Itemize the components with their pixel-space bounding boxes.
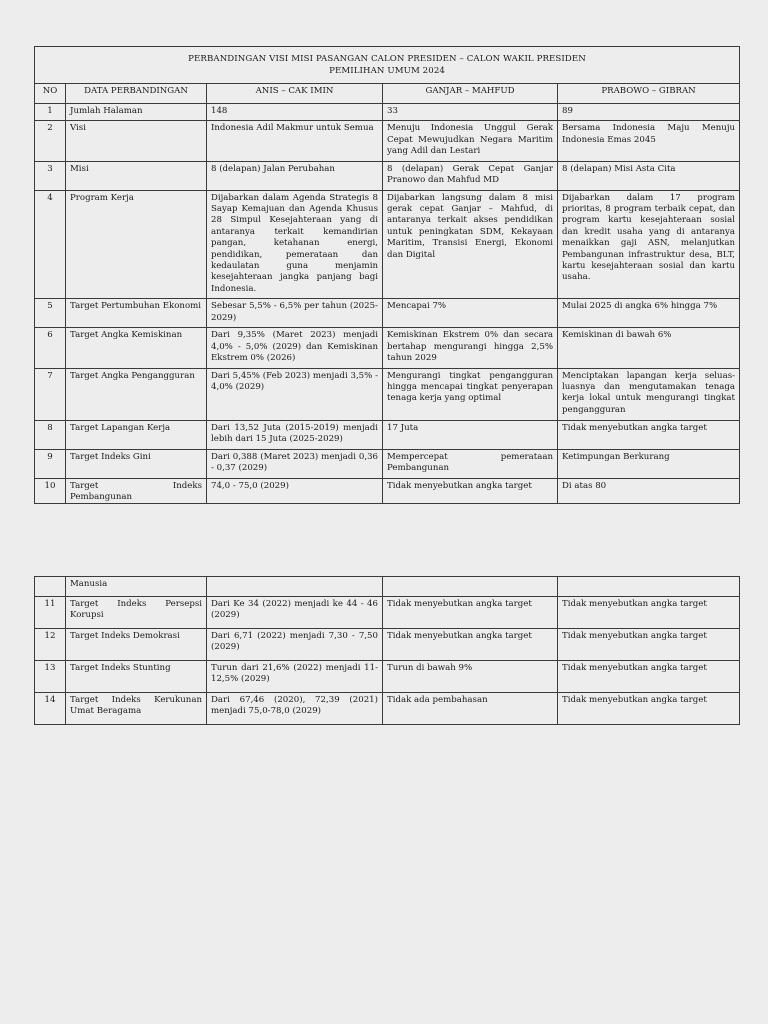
row-label: Target Pertumbuhan Ekonomi (66, 299, 207, 328)
cell-prabowo: Dijabarkan dalam 17 program prioritas, 8 program terbaik cepat, dan program kartu kesejahteraan sosial dan kredit usaha yang di antaranya menaikkan gaji ASN, melanjutkan Pembangunan infrastruktur desa, BLT, kartu kesejahteraan sosial dan kartu usaha. (558, 190, 740, 299)
cell-prabowo: Tidak menyebutkan angka target (558, 661, 740, 693)
row-number: 9 (35, 449, 66, 478)
cell-ganjar: Tidak menyebutkan angka target (383, 629, 558, 661)
row-number: 6 (35, 328, 66, 368)
header-prabowo: PRABOWO – GIBRAN (558, 84, 740, 104)
table-row (35, 478, 740, 504)
header-anis: ANIS – CAK IMIN (207, 84, 383, 104)
table-row (35, 299, 740, 328)
cell-anis: 148 (207, 104, 383, 121)
row-number: 2 (35, 121, 66, 161)
row-number: 13 (35, 661, 66, 693)
row-label: Target Indeks Persepsi Korupsi (66, 597, 207, 629)
row-number: 4 (35, 190, 66, 299)
cell-prabowo (558, 577, 740, 597)
cell-anis: Dari 9,35% (Maret 2023) menjadi 4,0% - 5,0% (2029) dan Kemiskinan Ekstrem 0% (2026) (207, 328, 383, 368)
row-label: Target Indeks Kerukunan Umat Beragama (66, 693, 207, 725)
cell-anis: Dari 0,388 (Maret 2023) menjadi 0,36 - 0,37 (2029) (207, 449, 383, 478)
table-row (35, 420, 740, 449)
table-row (35, 104, 740, 121)
row-number (35, 577, 66, 597)
cell-anis: Sebesar 5,5% - 6,5% per tahun (2025-2029) (207, 299, 383, 328)
table-row (35, 161, 740, 190)
cell-ganjar: 33 (383, 104, 558, 121)
cell-ganjar: Mempercepat pemerataan Pembangunan (383, 449, 558, 478)
table-row (35, 121, 740, 161)
table-row (35, 629, 740, 661)
row-label-continued: Manusia (66, 577, 207, 597)
row-label: Jumlah Halaman (66, 104, 207, 121)
header-no: NO (35, 84, 66, 104)
cell-ganjar: Turun di bawah 9% (383, 661, 558, 693)
cell-prabowo: 89 (558, 104, 740, 121)
table-row (35, 328, 740, 368)
cell-anis: Dari 5,45% (Feb 2023) menjadi 3,5% - 4,0% (2029) (207, 368, 383, 420)
cell-anis: Indonesia Adil Makmur untuk Semua (207, 121, 383, 161)
comparison-table-continued (34, 576, 740, 725)
cell-ganjar: Dijabarkan langsung dalam 8 misi gerak cepat Ganjar – Mahfud, di antaranya terkait akses pendidikan untuk peningkatan SDM, Kekayaan Maritim, Transisi Energi, Ekonomi dan Digital (383, 190, 558, 299)
row-number: 3 (35, 161, 66, 190)
cell-ganjar: Tidak ada pembahasan (383, 693, 558, 725)
table-row (35, 368, 740, 420)
cell-prabowo: Bersama Indonesia Maju Menuju Indonesia Emas 2045 (558, 121, 740, 161)
cell-ganjar: 17 Juta (383, 420, 558, 449)
cell-prabowo: Kemiskinan di bawah 6% (558, 328, 740, 368)
cell-anis: Dari Ke 34 (2022) menjadi ke 44 - 46 (2029) (207, 597, 383, 629)
cell-ganjar: Menuju Indonesia Unggul Gerak Cepat Mewujudkan Negara Maritim yang Adil dan Lestari (383, 121, 558, 161)
row-number: 14 (35, 693, 66, 725)
row-number: 12 (35, 629, 66, 661)
row-number: 8 (35, 420, 66, 449)
cell-anis: Dari 13,52 Juta (2015-2019) menjadi lebih dari 15 Juta (2025-2029) (207, 420, 383, 449)
cell-prabowo: Di atas 80 (558, 478, 740, 504)
cell-prabowo: Tidak menyebutkan angka target (558, 597, 740, 629)
row-label: Target Indeks Pembangunan (66, 478, 207, 504)
title-row (35, 47, 740, 84)
row-label: Target Indeks Gini (66, 449, 207, 478)
comparison-table (34, 46, 740, 504)
cell-ganjar: Mencapai 7% (383, 299, 558, 328)
table-row (35, 597, 740, 629)
row-label: Target Angka Kemiskinan (66, 328, 207, 368)
continuation-row (35, 577, 740, 597)
title-line-1: PERBANDINGAN VISI MISI PASANGAN CALON PRESIDEN – CALON WAKIL PRESIDEN (188, 53, 586, 64)
row-number: 7 (35, 368, 66, 420)
header-ganjar: GANJAR – MAHFUD (383, 84, 558, 104)
row-label: Program Kerja (66, 190, 207, 299)
cell-prabowo: Menciptakan lapangan kerja seluas-luasnya dan mengutamakan tenaga kerja lokal untuk mengurangi tingkat pengangguran (558, 368, 740, 420)
table-row (35, 449, 740, 478)
cell-anis: Dari 67,46 (2020), 72,39 (2021) menjadi 75,0-78,0 (2029) (207, 693, 383, 725)
cell-ganjar: 8 (delapan) Gerak Cepat Ganjar Pranowo dan Mahfud MD (383, 161, 558, 190)
cell-ganjar: Tidak menyebutkan angka target (383, 597, 558, 629)
cell-prabowo: 8 (delapan) Misi Asta Cita (558, 161, 740, 190)
cell-prabowo: Ketimpungan Berkurang (558, 449, 740, 478)
row-label: Target Lapangan Kerja (66, 420, 207, 449)
header-data: DATA PERBANDINGAN (66, 84, 207, 104)
cell-prabowo: Tidak menyebutkan angka target (558, 420, 740, 449)
cell-anis: Dari 6,71 (2022) menjadi 7,30 - 7,50 (2029) (207, 629, 383, 661)
row-label: Target Indeks Stunting (66, 661, 207, 693)
table-row (35, 661, 740, 693)
table-title (35, 47, 740, 84)
title-line-2: PEMILIHAN UMUM 2024 (329, 66, 445, 76)
table-row (35, 693, 740, 725)
row-label: Target Indeks Demokrasi (66, 629, 207, 661)
row-label: Misi (66, 161, 207, 190)
cell-anis: 74,0 - 75,0 (2029) (207, 478, 383, 504)
row-label: Target Angka Pengangguran (66, 368, 207, 420)
table-row (35, 190, 740, 299)
cell-anis: Dijabarkan dalam Agenda Strategis 8 Sayap Kemajuan dan Agenda Khusus 28 Simpul Kesejahteraan yang di antaranya terkait kemandirian pangan, ketahanan energi, pendidikan, pemerataan dan kedaulatan guna menjamin kesejahteraan jangka panjang bagi Indonesia. (207, 190, 383, 299)
cell-prabowo: Tidak menyebutkan angka target (558, 693, 740, 725)
cell-ganjar: Kemiskinan Ekstrem 0% dan secara bertahap mengurangi hingga 2,5% tahun 2029 (383, 328, 558, 368)
row-number: 10 (35, 478, 66, 504)
row-number: 11 (35, 597, 66, 629)
cell-ganjar: Mengurangi tingkat pengangguran hingga mencapai tingkat penyerapan tenaga kerja yang optimal (383, 368, 558, 420)
cell-prabowo: Mulai 2025 di angka 6% hingga 7% (558, 299, 740, 328)
cell-prabowo: Tidak menyebutkan angka target (558, 629, 740, 661)
row-number: 1 (35, 104, 66, 121)
row-label: Visi (66, 121, 207, 161)
cell-ganjar: Tidak menyebutkan angka target (383, 478, 558, 504)
header-row (35, 84, 740, 104)
cell-anis (207, 577, 383, 597)
cell-ganjar (383, 577, 558, 597)
cell-anis: 8 (delapan) Jalan Perubahan (207, 161, 383, 190)
row-number: 5 (35, 299, 66, 328)
cell-anis: Turun dari 21,6% (2022) menjadi 11-12,5% (2029) (207, 661, 383, 693)
